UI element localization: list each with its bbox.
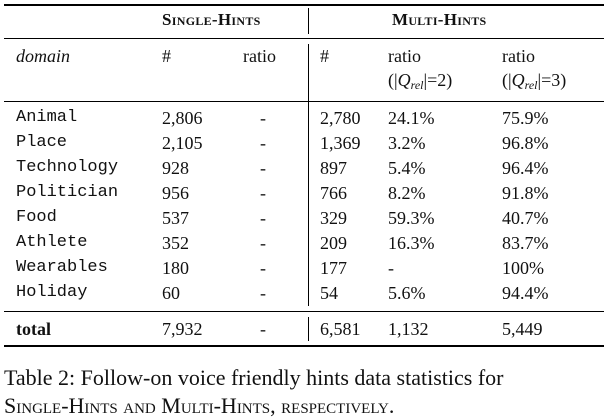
bottom-rule (4, 345, 604, 347)
cond3-post: |=3) (537, 70, 567, 90)
cond2-sub: rel (410, 78, 424, 92)
total-multi-count: 6,581 (320, 319, 361, 339)
cell-single-ratio: - (260, 108, 266, 128)
cell-ratio3: 96.8% (502, 133, 549, 153)
cell-multi-count: 177 (320, 258, 347, 278)
cell-multi-count: 766 (320, 183, 347, 203)
cell-ratio2: 16.3% (388, 233, 435, 253)
cell-domain: Athlete (16, 233, 88, 252)
cell-ratio2: 5.6% (388, 283, 426, 303)
group-header-multi (392, 10, 487, 30)
cell-single-count: 2,105 (162, 133, 203, 153)
cell-multi-count: 2,780 (320, 108, 361, 128)
cell-domain: Food (16, 208, 57, 227)
total-single-count: 7,932 (162, 319, 203, 339)
cell-domain: Holiday (16, 283, 88, 302)
cell-ratio2: 5.4% (388, 158, 426, 178)
col-header-ratio2-condition (388, 70, 452, 95)
group-header-single (162, 10, 261, 30)
cell-multi-count: 209 (320, 233, 347, 253)
cond2-q: Q (397, 70, 411, 90)
cell-ratio3: 100% (502, 258, 544, 278)
cell-domain: Animal (16, 108, 78, 127)
cell-domain: Wearables (16, 258, 108, 277)
cell-ratio2: 8.2% (388, 183, 426, 203)
cell-domain: Technology (16, 158, 119, 177)
cell-ratio2: 59.3% (388, 208, 435, 228)
total-single-ratio: - (260, 319, 266, 339)
cell-ratio3: 96.4% (502, 158, 549, 178)
cell-multi-count: 1,369 (320, 133, 361, 153)
col-header-ratio2: ratio (388, 46, 421, 66)
total-label: total (16, 319, 51, 339)
col-header-ratio3: ratio (502, 46, 535, 66)
cell-multi-count: 329 (320, 208, 347, 228)
total-ratio2: 1,132 (388, 319, 429, 339)
col-header-multi-count: # (320, 46, 329, 66)
cell-ratio3: 75.9% (502, 108, 549, 128)
table-caption: Table 2: Follow-on voice friendly hints data statistics for (4, 365, 504, 390)
cell-ratio3: 83.7% (502, 233, 549, 253)
col-header-rule (4, 101, 604, 102)
group-header-single-label: Single-Hints (162, 10, 261, 29)
total-ratio3: 5,449 (502, 319, 543, 339)
cell-domain: Politician (16, 183, 119, 202)
vertical-separator-upper (308, 8, 309, 34)
cell-single-ratio: - (260, 233, 266, 253)
cell-single-count: 60 (162, 283, 180, 303)
cell-single-count: 352 (162, 233, 189, 253)
cell-ratio2: - (388, 258, 394, 278)
group-header-rule (4, 38, 604, 39)
cell-single-ratio: - (260, 208, 266, 228)
cell-ratio2: 3.2% (388, 133, 426, 153)
col-header-domain: domain (16, 46, 70, 66)
cell-single-count: 180 (162, 258, 189, 278)
col-header-single-count: # (162, 46, 171, 66)
cell-ratio3: 91.8% (502, 183, 549, 203)
cell-single-ratio: - (260, 258, 266, 278)
cell-multi-count: 897 (320, 158, 347, 178)
cell-single-count: 956 (162, 183, 189, 203)
cond3-sub: rel (524, 78, 538, 92)
col-header-ratio3-condition (502, 70, 566, 95)
cell-multi-count: 54 (320, 283, 338, 303)
col-header-single-ratio: ratio (243, 46, 276, 66)
cell-single-ratio: - (260, 283, 266, 303)
cond2-post: |=2) (423, 70, 453, 90)
cond3-pre: (| (502, 70, 512, 90)
table-caption-continued: Single-Hints and Multi-Hints, respectively. (4, 393, 395, 418)
cell-single-ratio: - (260, 133, 266, 153)
cell-single-count: 2,806 (162, 108, 203, 128)
cell-single-ratio: - (260, 183, 266, 203)
cell-single-ratio: - (260, 158, 266, 178)
cell-single-count: 537 (162, 208, 189, 228)
group-header-multi-label: Multi-Hints (392, 10, 487, 29)
vertical-separator-total (308, 317, 309, 341)
vertical-separator-middle (308, 44, 309, 306)
cell-ratio3: 40.7% (502, 208, 549, 228)
cond2-pre: (| (388, 70, 398, 90)
cell-ratio2: 24.1% (388, 108, 435, 128)
top-rule (4, 4, 604, 6)
cell-domain: Place (16, 133, 68, 152)
total-rule (4, 311, 604, 312)
cond3-q: Q (511, 70, 525, 90)
cell-single-count: 928 (162, 158, 189, 178)
cell-ratio3: 94.4% (502, 283, 549, 303)
